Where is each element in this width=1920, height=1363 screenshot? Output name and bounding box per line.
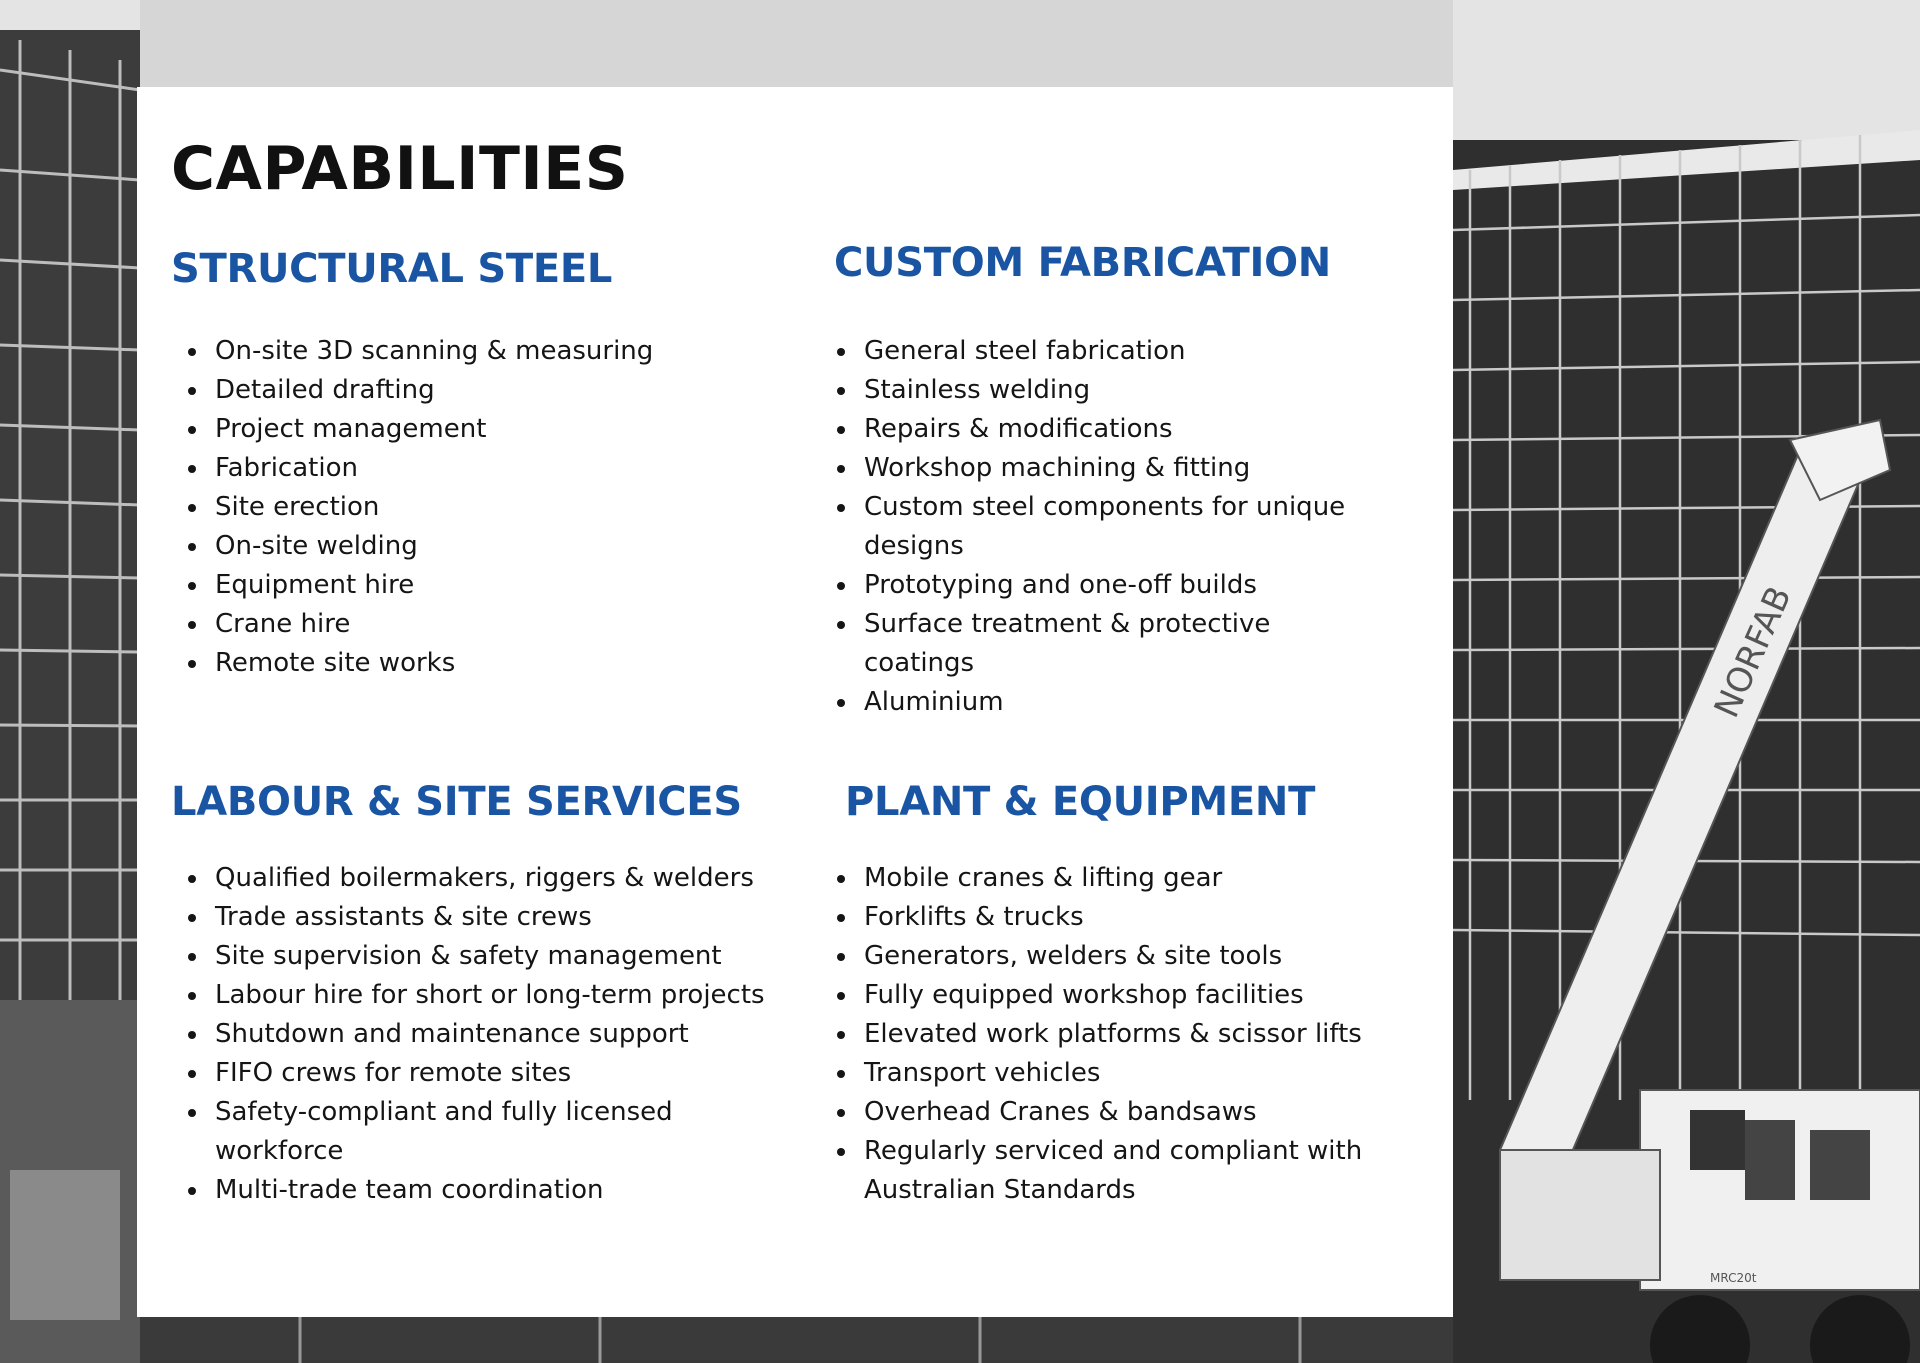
bullet-icon: [188, 504, 196, 512]
bullet-icon: [188, 1187, 196, 1195]
list-item: [864, 332, 1345, 371]
list-item: [864, 937, 1362, 976]
bullet-icon: [837, 1148, 845, 1156]
list-item-text: Multi-trade team coordination: [215, 1175, 604, 1205]
list-item-text: Fabrication: [215, 453, 358, 483]
list-item-text: Surface treatment & protective: [864, 609, 1271, 639]
bullet-icon: [188, 914, 196, 922]
list-item-text: Transport vehicles: [864, 1058, 1101, 1088]
list-item-text: Mobile cranes & lifting gear: [864, 863, 1223, 893]
list-item-text: coatings: [864, 648, 975, 678]
bullet-icon: [188, 1109, 196, 1117]
bullet-icon: [837, 621, 845, 629]
list-item-text: FIFO crews for remote sites: [215, 1058, 572, 1088]
bullet-icon: [188, 621, 196, 629]
list-item: [215, 566, 653, 605]
list-item-text: Project management: [215, 414, 487, 444]
list-item-text: On-site 3D scanning & measuring: [215, 336, 654, 366]
capability-list: [215, 332, 653, 683]
list-item-text: Prototyping and one-off builds: [864, 570, 1257, 600]
list-item: [215, 488, 653, 527]
list-item: [864, 605, 1345, 683]
list-item: [864, 449, 1345, 488]
bullet-icon: [188, 543, 196, 551]
list-item-text: Fully equipped workshop facilities: [864, 980, 1304, 1010]
list-item: [864, 976, 1362, 1015]
capability-list: [864, 332, 1345, 722]
bullet-icon: [837, 387, 845, 395]
list-item: [215, 1171, 765, 1210]
list-item-text: Workshop machining & fitting: [864, 453, 1251, 483]
bullet-icon: [837, 699, 845, 707]
section-heading: PLANT & EQUIPMENT: [845, 779, 1316, 825]
list-item-text: Overhead Cranes & bandsaws: [864, 1097, 1257, 1127]
list-item-text: Australian Standards: [864, 1175, 1136, 1205]
list-item: [864, 1093, 1362, 1132]
list-item: [215, 976, 765, 1015]
list-item: [215, 644, 653, 683]
list-item-text: Crane hire: [215, 609, 351, 639]
bullet-icon: [837, 875, 845, 883]
bullet-icon: [837, 1109, 845, 1117]
list-item: [215, 1093, 765, 1171]
list-item-text: Forklifts & trucks: [864, 902, 1084, 932]
list-item-text: designs: [864, 531, 964, 561]
section-heading: CUSTOM FABRICATION: [834, 240, 1331, 286]
crane-lettering: NORFAB: [1706, 580, 1800, 724]
list-item: [864, 410, 1345, 449]
bullet-icon: [188, 582, 196, 590]
list-item: [864, 1054, 1362, 1093]
list-item-text: On-site welding: [215, 531, 418, 561]
list-item: [864, 859, 1362, 898]
bullet-icon: [837, 953, 845, 961]
list-item-text: workforce: [215, 1136, 344, 1166]
list-item: [864, 371, 1345, 410]
crane-model-label: MRC20t: [1710, 1271, 1757, 1285]
list-item: [215, 410, 653, 449]
list-item-text: Safety-compliant and fully licensed: [215, 1097, 673, 1127]
bullet-icon: [188, 953, 196, 961]
bullet-icon: [837, 582, 845, 590]
list-item-text: Repairs & modifications: [864, 414, 1173, 444]
bullet-icon: [188, 875, 196, 883]
bullet-icon: [837, 465, 845, 473]
bullet-icon: [188, 1070, 196, 1078]
capability-list: [864, 859, 1362, 1210]
bullet-icon: [837, 1031, 845, 1039]
list-item: [215, 527, 653, 566]
section-custom-fabrication: [834, 240, 1434, 717]
capabilities-panel: [137, 87, 1453, 1317]
section-labour-site-services: [171, 779, 791, 1205]
section-heading: LABOUR & SITE SERVICES: [171, 779, 742, 825]
list-item-text: Shutdown and maintenance support: [215, 1019, 689, 1049]
list-item: [215, 1015, 765, 1054]
page-title: CAPABILITIES: [171, 134, 629, 204]
list-item: [864, 566, 1345, 605]
list-item-text: Remote site works: [215, 648, 456, 678]
list-item: [215, 605, 653, 644]
list-item: [215, 1054, 765, 1093]
bullet-icon: [188, 387, 196, 395]
bullet-icon: [188, 465, 196, 473]
bullet-icon: [188, 992, 196, 1000]
list-item-text: Stainless welding: [864, 375, 1091, 405]
list-item: [864, 683, 1345, 722]
section-heading: STRUCTURAL STEEL: [171, 246, 613, 292]
bullet-icon: [188, 660, 196, 668]
list-item: [215, 859, 765, 898]
list-item-text: Elevated work platforms & scissor lifts: [864, 1019, 1362, 1049]
list-item: [864, 898, 1362, 937]
bullet-icon: [188, 1031, 196, 1039]
list-item: [215, 898, 765, 937]
bullet-icon: [837, 1070, 845, 1078]
list-item-text: Site supervision & safety management: [215, 941, 722, 971]
list-item-text: Detailed drafting: [215, 375, 435, 405]
capability-list: [215, 859, 765, 1210]
list-item-text: Qualified boilermakers, riggers & welders: [215, 863, 754, 893]
list-item-text: Trade assistants & site crews: [215, 902, 592, 932]
list-item: [215, 332, 653, 371]
list-item-text: General steel fabrication: [864, 336, 1186, 366]
bullet-icon: [837, 992, 845, 1000]
bullet-icon: [837, 426, 845, 434]
bullet-icon: [837, 348, 845, 356]
list-item-text: Aluminium: [864, 687, 1004, 717]
bullet-icon: [837, 914, 845, 922]
list-item: [215, 449, 653, 488]
list-item: [864, 1132, 1362, 1210]
list-item-text: Equipment hire: [215, 570, 415, 600]
list-item-text: Site erection: [215, 492, 380, 522]
list-item: [864, 488, 1345, 566]
list-item: [215, 371, 653, 410]
section-plant-equipment: [845, 779, 1445, 1205]
list-item: [864, 1015, 1362, 1054]
list-item-text: Custom steel components for unique: [864, 492, 1346, 522]
list-item-text: Regularly serviced and compliant with: [864, 1136, 1363, 1166]
list-item-text: Generators, welders & site tools: [864, 941, 1283, 971]
section-structural-steel: [171, 246, 791, 678]
bullet-icon: [188, 348, 196, 356]
bullet-icon: [188, 426, 196, 434]
bullet-icon: [837, 504, 845, 512]
list-item-text: Labour hire for short or long-term projects: [215, 980, 765, 1010]
list-item: [215, 937, 765, 976]
